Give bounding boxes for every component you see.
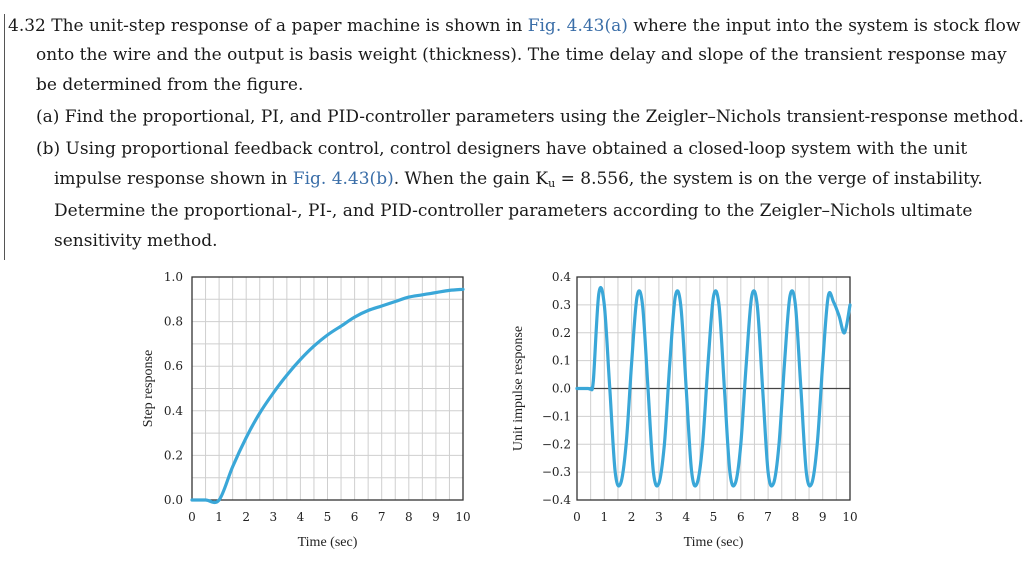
- x-tick-label: 1: [600, 510, 609, 524]
- x-tick-label: 3: [269, 510, 278, 524]
- y-tick-label: 0.2: [163, 448, 183, 463]
- y-tick-label: 0.1: [551, 353, 571, 368]
- impulse-response-chart: [511, 270, 858, 550]
- x-tick-label: 9: [818, 510, 827, 524]
- y-tick-label: 1.0: [163, 270, 183, 284]
- y-tick-label: 0.4: [551, 270, 571, 284]
- y-tick-label: −0.2: [541, 437, 571, 452]
- x-tick-label: 10: [842, 510, 858, 524]
- problem-line-3: be determined from the figure.: [36, 75, 304, 95]
- x-tick-label: 0: [188, 510, 196, 524]
- y-tick-label: 0.0: [551, 381, 571, 396]
- x-tick-label: 9: [432, 510, 440, 524]
- x-tick-label: 10: [455, 510, 471, 524]
- problem-number: 4.32: [8, 16, 46, 36]
- part-b-text-2b: . When the gain K: [393, 169, 549, 189]
- part-b-line-1: (b) Using proportional feedback control, control designers have obtained a closed-loop system with the unit: [36, 139, 968, 159]
- part-b-line-3: Determine the proportional-, PI-, and PID-controller parameters according to the Zeigler–Nichols ultimate: [54, 201, 973, 221]
- y-axis-label: Unit impulse response: [511, 325, 526, 452]
- step-response-chart: [141, 270, 471, 550]
- y-tick-label: 0.4: [163, 403, 183, 418]
- x-tick-label: 7: [764, 510, 772, 524]
- y-tick-label: −0.3: [541, 465, 571, 480]
- x-tick-label: 7: [377, 510, 386, 524]
- y-axis-label: Step response: [141, 349, 156, 428]
- y-tick-label: 0.6: [163, 359, 183, 374]
- y-tick-label: 0.2: [551, 325, 571, 340]
- x-tick-label: 4: [296, 510, 305, 524]
- figure-ref-a[interactable]: Fig. 4.43(a): [527, 16, 628, 36]
- x-tick-label: 6: [350, 510, 359, 524]
- x-tick-label: 2: [242, 510, 251, 524]
- x-tick-label: 4: [682, 510, 691, 524]
- x-tick-label: 8: [791, 510, 800, 524]
- x-tick-label: 5: [709, 510, 718, 524]
- y-tick-label: −0.1: [541, 409, 571, 424]
- gain-subscript: u: [548, 177, 556, 190]
- x-tick-label: 0: [573, 510, 581, 524]
- y-tick-label: 0.3: [551, 297, 571, 312]
- part-a-text: (a) Find the proportional, PI, and PID-controller parameters using the Zeigler–Nichols transient-response method.: [36, 107, 1024, 127]
- intro-text-1b: where the input into the system is stock flow: [627, 16, 1021, 36]
- x-axis-label: Time (sec): [297, 535, 358, 550]
- problem-line-2: onto the wire and the output is basis weight (thickness). The time delay and slope of the transient response may: [36, 45, 1007, 65]
- x-tick-label: 8: [404, 510, 413, 524]
- part-b-line-4: sensitivity method.: [54, 231, 218, 251]
- x-tick-label: 2: [627, 510, 636, 524]
- part-b-text-2a: impulse response shown in: [54, 169, 293, 189]
- x-tick-label: 5: [323, 510, 332, 524]
- part-b-text-2c: = 8.556, the system is on the verge of instability.: [555, 169, 983, 189]
- x-tick-label: 3: [655, 510, 663, 524]
- y-tick-label: 0.8: [163, 314, 183, 329]
- figure-ref-b[interactable]: Fig. 4.43(b): [292, 169, 394, 189]
- x-axis-label: Time (sec): [683, 535, 744, 550]
- y-tick-label: 0.0: [163, 493, 183, 507]
- intro-text-1a: The unit-step response of a paper machine is shown in: [51, 16, 528, 36]
- y-tick-label: −0.4: [541, 493, 571, 507]
- x-tick-label: 6: [736, 510, 745, 524]
- x-tick-label: 1: [215, 510, 223, 524]
